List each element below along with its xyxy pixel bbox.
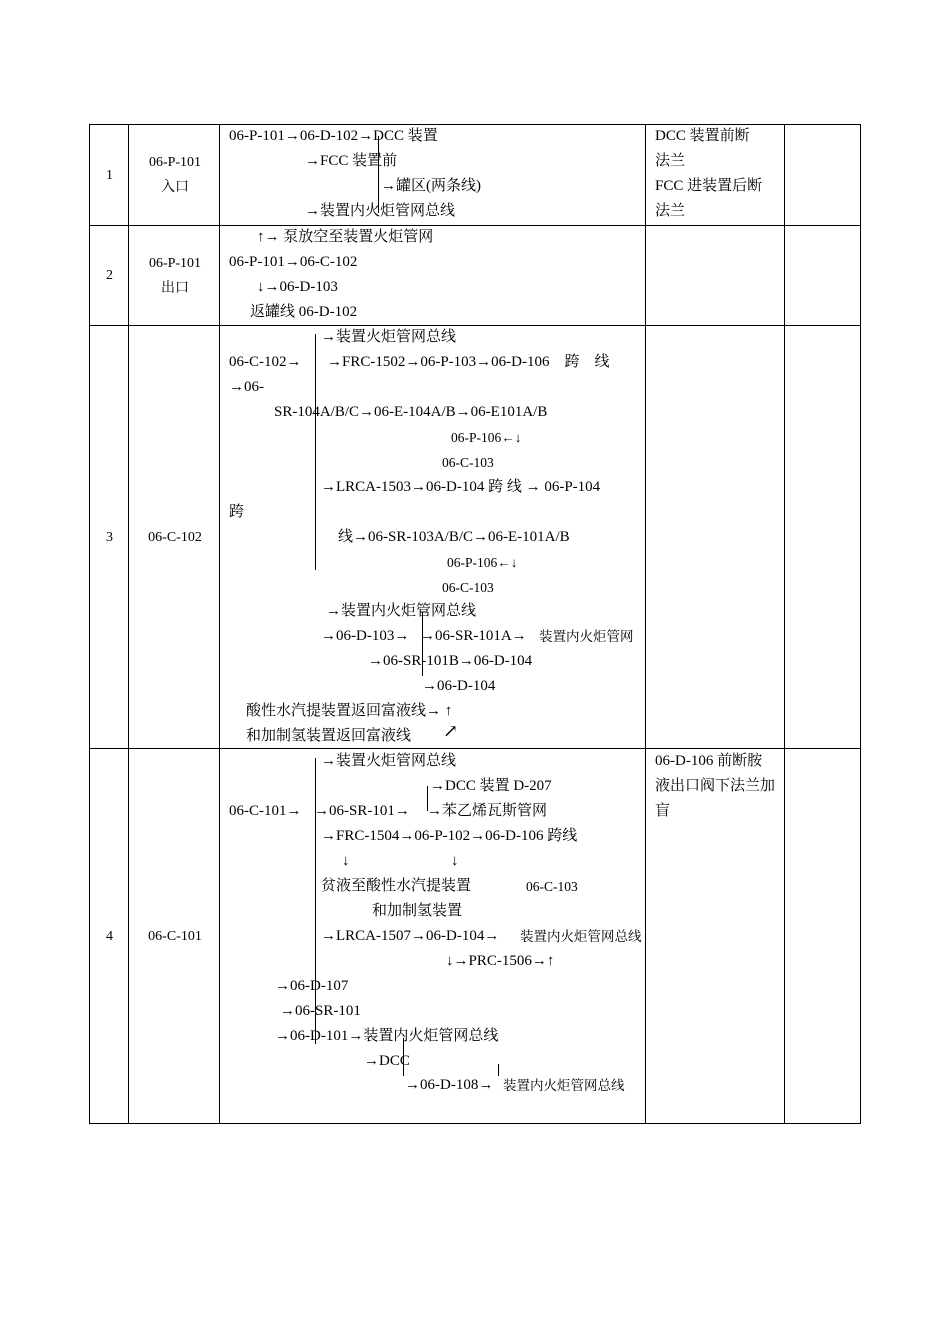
flow-text: →06-D-107: [275, 978, 349, 994]
flow-text: →06-SR-101A→: [420, 628, 527, 644]
flow-text: ↑→ 泵放空至装置火炬管网: [257, 229, 434, 245]
row-number: 3: [106, 529, 113, 545]
flow-text: 返罐线 06-D-102: [250, 304, 358, 320]
flow-text: 06-C-103: [442, 455, 494, 470]
flow-text: 06-P-101→06-C-102: [229, 254, 358, 270]
flow-text: →DCC: [364, 1053, 410, 1069]
bracket-line: [315, 758, 316, 1044]
flow-text: →DCC 装置 D-207: [430, 778, 552, 794]
flow-text: ↓: [451, 853, 459, 869]
flow-text: →装置火炬管网总线: [321, 329, 457, 345]
flow-text: →FCC 装置前: [305, 153, 398, 169]
note-line: DCC 装置前断: [655, 128, 750, 144]
row-number: 2: [106, 268, 113, 283]
flow-text: 06-C-103: [442, 580, 494, 595]
flow-text: →LRCA-1507→06-D-104→: [321, 928, 500, 944]
column-divider: [784, 124, 785, 1124]
item-cell: [130, 125, 220, 225]
flow-text: 装置内火炬管网总线: [520, 929, 642, 944]
bracket-line: [378, 136, 379, 213]
flow-text: 贫液至酸性水汽提装置: [321, 878, 472, 894]
flow-text: →06-D-104: [422, 678, 496, 694]
flow-text: →06-: [229, 379, 264, 395]
flow-text: SR-104A/B/C→06-E-104A/B→06-E101A/B: [274, 404, 548, 420]
table-border-right: [860, 124, 861, 1124]
flow-text: →06-SR-101: [280, 1003, 361, 1019]
flow-text: →装置内火炬管网总线: [326, 603, 477, 619]
note-line: FCC 进装置后断: [655, 178, 763, 194]
flow-text: 装置内火炬管网: [539, 629, 634, 644]
bracket-line: [403, 1038, 404, 1076]
row-number: 4: [106, 928, 113, 944]
flow-text: 和加制氢装置: [372, 903, 463, 919]
flow-text: 装置内火炬管网总线: [503, 1078, 625, 1093]
flow-text: →苯乙烯瓦斯管网: [427, 803, 548, 819]
flow-text: 和加制氢装置返回富液线: [246, 728, 412, 744]
item-cell: [130, 226, 220, 325]
flow-text: 06-C-103: [526, 879, 578, 894]
row-number: 1: [106, 167, 113, 183]
flow-text: 线→06-SR-103A/B/C→06-E-101A/B: [338, 529, 570, 545]
flow-text: 06-C-101→: [229, 803, 302, 819]
flow-text: 06-P-101→06-D-102→DCC 装置: [229, 128, 438, 144]
flow-text: ↓→PRC-1506→↑: [446, 953, 555, 969]
flow-text: ↓: [342, 853, 350, 869]
flow-text: →LRCA-1503→06-D-104 跨 线 → 06-P-104: [321, 479, 601, 495]
flow-text: 跨: [229, 504, 245, 520]
bracket-line: [498, 1064, 499, 1076]
note-line: 法兰: [655, 153, 686, 169]
item-name: 06-C-102: [148, 529, 202, 545]
flow-text: →FRC-1502→06-P-103→06-D-106 跨 线: [327, 354, 610, 370]
flow-text: →06-D-103→: [321, 628, 410, 644]
flow-text: →06-SR-101B→06-D-104: [368, 653, 533, 669]
note-line: 盲: [655, 803, 671, 819]
flow-text: →06-D-101→装置内火炬管网总线: [275, 1028, 499, 1044]
flow-text: 06-C-102→: [229, 354, 302, 370]
bracket-line: [422, 612, 423, 676]
column-divider: [645, 124, 646, 1124]
item-name: 06-P-101: [148, 255, 202, 271]
bracket-line: [315, 334, 316, 570]
flow-text: →装置内火炬管网总线: [305, 203, 456, 219]
note-line: 液出口阀下法兰加: [655, 778, 776, 794]
flow-text: →装置火炬管网总线: [321, 753, 457, 769]
item-name: 06-P-101: [148, 155, 202, 170]
flow-text: →罐区(两条线): [381, 178, 481, 194]
item-name: 06-C-101: [148, 928, 202, 944]
flow-text: 酸性水汽提装置返回富液线→ ↑: [246, 703, 453, 719]
flow-text: 06-P-106←↓: [447, 555, 518, 570]
flow-text: →FRC-1504→06-P-102→06-D-106 跨线: [321, 828, 578, 844]
flow-text: 06-P-106←↓: [451, 430, 522, 445]
bracket-line: [427, 786, 428, 811]
flow-text: →06-D-108→: [405, 1077, 494, 1093]
note-line: 06-D-106 前断胺: [655, 753, 763, 769]
item-sub: 出口: [161, 280, 189, 296]
note-line: 法兰: [655, 203, 686, 219]
table-border-bottom: [89, 1123, 861, 1124]
item-sub: 入口: [161, 180, 189, 195]
flow-text: ↓→06-D-103: [257, 279, 338, 295]
flow-text: →06-SR-101→: [314, 803, 410, 819]
arrow-up-right-icon: ↗: [443, 721, 459, 741]
